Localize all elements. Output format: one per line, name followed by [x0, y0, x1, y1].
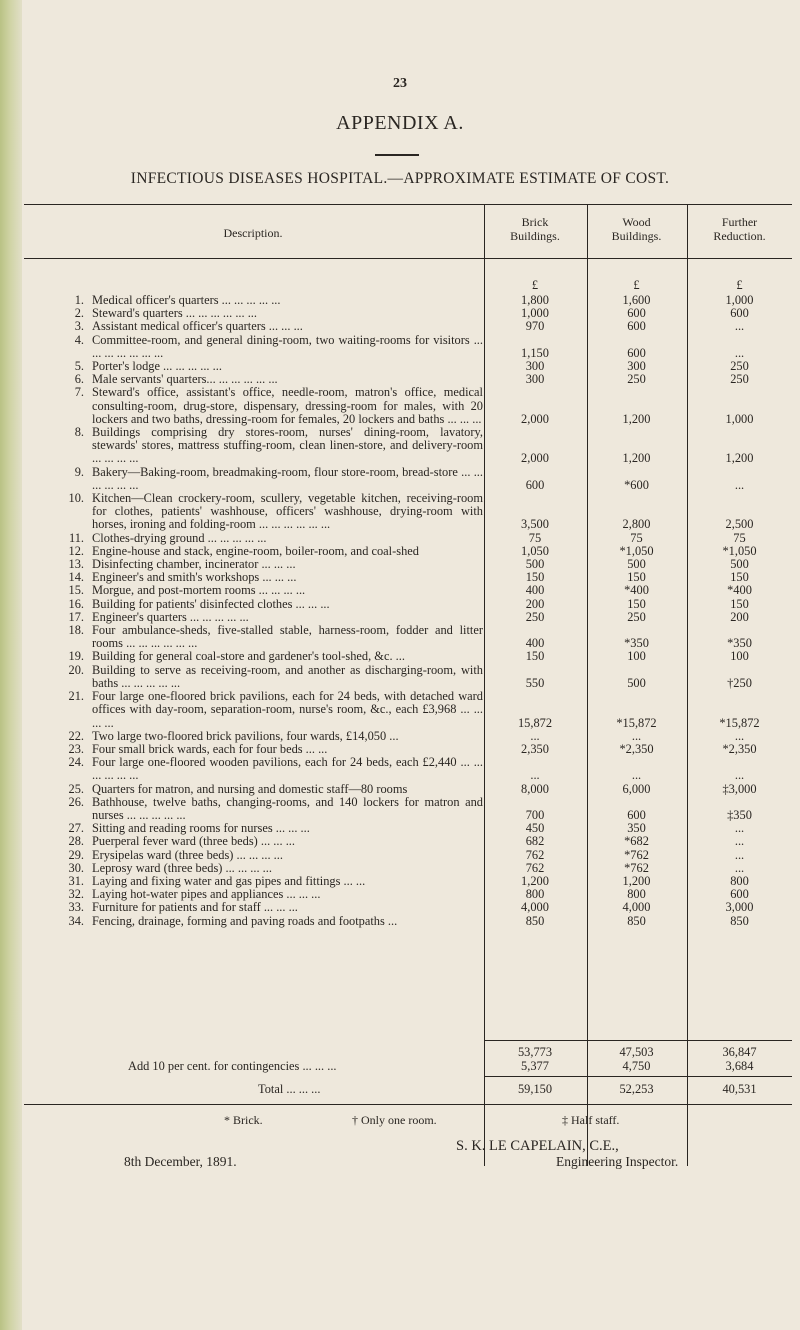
item-number: 15. — [68, 583, 84, 598]
wood-cost: 100 — [627, 649, 646, 664]
brick-total: 59,150 — [517, 1082, 553, 1096]
brick-cost: 1,000 — [521, 306, 549, 321]
brick-header-line: Buildings. — [510, 229, 560, 243]
reduction-cost: ... — [734, 821, 745, 836]
brick-cost: 75 — [528, 530, 542, 545]
table-row — [0, 664, 800, 690]
table-row — [0, 783, 800, 796]
item-number: 16. — [68, 596, 84, 611]
wood-header-line: Wood — [622, 215, 651, 229]
item-description: Four large one-floored wooden pavilions, each for 24 beds, each £2,440 ... ... ... ... ... ... — [92, 755, 483, 783]
item-number: 11. — [68, 530, 84, 545]
brick-cost: 2,350 — [521, 741, 549, 756]
brick-cost: 762 — [525, 847, 545, 862]
brick-cost: 400 — [525, 636, 545, 651]
brick-cost: 682 — [525, 834, 545, 849]
brick-cost: 1,800 — [521, 293, 549, 307]
item-description: Four ambulance-sheds, five-stalled stable, harness-room, fodder and litter rooms ... ... ... ... ... ... — [92, 623, 483, 651]
description-column-header: Description. — [223, 226, 283, 240]
reduction-cost: *2,350 — [722, 741, 757, 756]
wood-cost: 1,600 — [622, 293, 651, 307]
item-description: Steward's quarters ... ... ... ... ... ... — [92, 306, 258, 321]
reduction-cost: 600 — [730, 306, 749, 321]
item-number: 8. — [74, 425, 84, 440]
brick-cost: 762 — [525, 860, 545, 875]
brick-header-line: Brick — [521, 215, 549, 229]
item-description: Committee-room, and general dining-room, two waiting-rooms for visitors ... ... ... ... ... ... ... — [92, 332, 483, 360]
reduction-cost: 3,000 — [725, 900, 754, 915]
brick-cost: 2,000 — [521, 411, 549, 426]
item-number: 27. — [68, 821, 84, 836]
table-top-rule — [24, 204, 792, 205]
item-number: 23. — [68, 741, 84, 756]
item-number: 21. — [68, 689, 84, 704]
reduction-cost: ... — [734, 834, 745, 849]
item-description: Two large two-floored brick pavilions, four wards, £14,050 ... — [92, 728, 399, 743]
table-row — [0, 426, 800, 466]
appendix-heading: APPENDIX A. — [336, 112, 464, 134]
reduction-header-line: Reduction. — [713, 229, 766, 243]
reduction-header-line: Further — [721, 215, 758, 229]
item-number: 29. — [68, 847, 84, 862]
item-number: 1. — [74, 293, 84, 307]
signature-name: S. K. LE CAPELAIN, C.E., — [456, 1138, 619, 1154]
table-row — [0, 650, 800, 663]
reduction-cost: ... — [734, 319, 745, 334]
wood-cost: 800 — [627, 887, 646, 902]
item-description: Porter's lodge ... ... ... ... ... — [92, 359, 222, 374]
item-description: Four large one-floored brick pavilions, each for 24 beds, with detached ward offices with day-room, separation-room, nurse's room, &c., each £3,968 ... ... ... ... — [92, 689, 483, 730]
wood-cost: 600 — [627, 319, 646, 334]
table-row — [0, 320, 800, 333]
wood-total: 52,253 — [619, 1082, 654, 1096]
reduction-cost: 250 — [730, 372, 749, 387]
wood-cost: *400 — [624, 583, 649, 598]
table-row — [0, 849, 800, 862]
item-number: 4. — [74, 332, 84, 347]
brick-contingencies: 5,377 — [521, 1059, 549, 1073]
reduction-cost: 800 — [730, 873, 749, 888]
reduction-currency: £ — [736, 278, 743, 292]
item-description: Building for patients' disinfected clothes ... ... ... — [92, 596, 330, 611]
table-row — [0, 915, 800, 928]
table-row — [0, 624, 800, 650]
estimate-title: INFECTIOUS DISEASES HOSPITAL.—APPROXIMATE ESTIMATE OF COST. — [130, 170, 670, 187]
item-description: Medical officer's quarters ... ... ... ... ... — [92, 293, 281, 307]
wood-header-line: Buildings. — [611, 229, 662, 243]
reduction-cost: ... — [734, 847, 745, 862]
reduction-cost: 250 — [730, 359, 749, 374]
wood-cost: 1,200 — [622, 451, 651, 466]
item-number: 17. — [68, 609, 84, 624]
item-number: 19. — [68, 649, 84, 664]
reduction-cost: 200 — [730, 609, 749, 624]
wood-cost: ... — [631, 768, 642, 783]
brick-cost: 2,000 — [521, 451, 549, 466]
reduction-cost: 150 — [730, 596, 749, 611]
reduction-cost: 100 — [730, 649, 749, 664]
wood-currency: £ — [633, 278, 640, 292]
item-number: 2. — [74, 306, 84, 321]
reduction-cost: ... — [734, 728, 745, 743]
brick-cost: ... — [530, 728, 540, 743]
item-description: Engine-house and stack, engine-room, boiler-room, and coal-shed — [92, 543, 419, 558]
reduction-cost: ... — [734, 768, 745, 783]
wood-cost: *1,050 — [619, 543, 654, 558]
item-description: Buildings comprising dry stores-room, nurses' dining-room, lavatory, stewards' stores, mattress stuffing-room, clean linen-store, and delivery-room ... ... ... ... — [92, 425, 483, 466]
wood-cost: 150 — [627, 596, 646, 611]
reduction-cost: 850 — [730, 913, 749, 928]
table-row — [0, 690, 800, 730]
reduction-cost: 1,200 — [725, 451, 754, 466]
reduction-cost: *1,050 — [722, 543, 757, 558]
reduction-cost: †250 — [727, 675, 752, 690]
wood-cost: 2,800 — [622, 517, 651, 532]
brick-cost: 1,150 — [521, 345, 549, 360]
wood-cost: 600 — [627, 807, 646, 822]
wood-cost: 250 — [627, 372, 646, 387]
reduction-cost: ‡3,000 — [722, 781, 757, 796]
item-description: Sitting and reading rooms for nurses ... ... ... — [92, 821, 310, 836]
reduction-cost: *15,872 — [719, 715, 760, 730]
wood-cost: 300 — [627, 359, 646, 374]
item-description: Erysipelas ward (three beds) ... ... ... ... — [92, 847, 283, 862]
item-number: 6. — [74, 372, 84, 387]
table-row — [0, 466, 800, 492]
reduction-cost: ... — [734, 860, 745, 875]
brick-cost: 15,872 — [517, 715, 553, 730]
item-number: 34. — [68, 913, 84, 928]
item-description: Furniture for patients and for staff ... ... ... — [92, 900, 298, 915]
item-number: 33. — [68, 900, 84, 915]
table-row — [0, 334, 800, 360]
reduction-total: 40,531 — [722, 1082, 757, 1096]
brick-cost: 550 — [525, 675, 545, 690]
footnote-room: † Only one room. — [352, 1113, 437, 1127]
contingencies-label: Add 10 per cent. for contingencies ... ... ... — [128, 1059, 337, 1073]
reduction-column-header — [687, 215, 792, 243]
item-number: 18. — [68, 623, 84, 638]
item-description: Assistant medical officer's quarters ... ... ... — [92, 319, 303, 334]
item-description: Bathhouse, twelve baths, changing-rooms, and 140 lockers for matron and nurses ... ... ... ... ... — [92, 794, 483, 822]
brick-cost: 300 — [525, 372, 545, 387]
brick-cost: 4,000 — [521, 900, 549, 915]
brick-cost: 8,000 — [521, 781, 549, 796]
brick-cost: 3,500 — [521, 517, 549, 532]
reduction-cost: *400 — [727, 583, 752, 598]
wood-cost: 1,200 — [622, 873, 651, 888]
wood-cost: 600 — [627, 306, 646, 321]
total-label: Total ... ... ... — [258, 1082, 321, 1096]
table-header-rule — [24, 258, 792, 259]
reduction-cost: 1,000 — [725, 411, 754, 426]
brick-cost: ... — [530, 768, 540, 783]
wood-cost: 500 — [627, 675, 646, 690]
brick-cost: 150 — [525, 570, 545, 585]
item-number: 30. — [68, 860, 84, 875]
item-description: Leprosy ward (three beds) ... ... ... ... — [92, 860, 272, 875]
brick-cost: 700 — [525, 807, 545, 822]
item-number: 5. — [74, 359, 84, 374]
subtotal-rule — [484, 1040, 792, 1041]
wood-cost: 500 — [627, 557, 646, 572]
table-row — [0, 386, 800, 426]
footnote-staff: ‡ Half staff. — [562, 1113, 620, 1127]
item-description: Fencing, drainage, forming and paving roads and footpaths ... — [92, 913, 398, 928]
brick-cost: 1,200 — [521, 873, 549, 888]
reduction-cost: ‡350 — [727, 807, 752, 822]
item-number: 24. — [68, 755, 84, 770]
item-number: 14. — [68, 570, 84, 585]
item-description: Disinfecting chamber, incinerator ... ... ... — [92, 557, 296, 572]
wood-cost: *682 — [624, 834, 649, 849]
estimate-table — [0, 268, 800, 928]
table-row — [0, 756, 800, 782]
item-rows — [0, 294, 800, 928]
signature-title: Engineering Inspector. — [556, 1154, 679, 1169]
currency-row — [0, 278, 800, 294]
item-number: 25. — [68, 781, 84, 796]
wood-subtotal: 47,503 — [619, 1045, 654, 1059]
reduction-cost: ... — [734, 477, 745, 492]
item-number: 13. — [68, 557, 84, 572]
heading-rule — [375, 154, 419, 156]
item-number: 10. — [68, 491, 84, 506]
wood-cost: 4,000 — [622, 900, 651, 915]
wood-cost: ... — [631, 728, 642, 743]
item-number: 3. — [74, 319, 84, 334]
brick-cost: 300 — [525, 359, 545, 374]
wood-cost: 250 — [627, 609, 646, 624]
item-number: 32. — [68, 887, 84, 902]
item-number: 26. — [68, 794, 84, 809]
brick-column-header — [484, 215, 586, 243]
item-number: 28. — [68, 834, 84, 849]
item-description: Steward's office, assistant's office, needle-room, matron's office, medical consulting-room, drug-store, dispensary, dressing-room for males, with 20 lockers and two baths, dressing-room for females, 20 lockers and baths ... ... ... — [92, 385, 483, 426]
wood-cost: *600 — [624, 477, 649, 492]
reduction-cost: 150 — [730, 570, 749, 585]
wood-cost: 350 — [627, 821, 646, 836]
brick-currency: £ — [531, 278, 539, 292]
item-description: Engineer's quarters ... ... ... ... ... — [92, 609, 249, 624]
item-description: Engineer's and smith's workshops ... ... ... — [92, 570, 297, 585]
wood-cost: *2,350 — [619, 741, 654, 756]
brick-cost: 1,050 — [521, 543, 549, 558]
table-row — [0, 901, 800, 914]
signature-date: 8th December, 1891. — [124, 1154, 237, 1169]
wood-cost: 600 — [627, 345, 646, 360]
reduction-cost: 600 — [730, 887, 749, 902]
table-row — [0, 492, 800, 532]
item-number: 20. — [68, 662, 84, 677]
wood-cost: *762 — [624, 860, 649, 875]
wood-cost: *762 — [624, 847, 649, 862]
reduction-subtotal: 36,847 — [722, 1045, 757, 1059]
wood-cost: 75 — [630, 530, 643, 545]
reduction-cost: *350 — [727, 636, 752, 651]
brick-cost: 450 — [525, 821, 545, 836]
brick-cost: 250 — [525, 609, 545, 624]
item-description: Male servants' quarters... ... ... ... ... ... — [92, 372, 278, 387]
reduction-cost: ... — [734, 345, 745, 360]
item-description: Laying and fixing water and gas pipes and fittings ... ... — [92, 873, 366, 888]
brick-cost: 800 — [525, 887, 545, 902]
wood-cost: *350 — [624, 636, 649, 651]
wood-contingencies: 4,750 — [622, 1059, 651, 1073]
item-description: Building to serve as receiving-room, and another as discharging-room, with baths ... ... ... ... ... — [92, 662, 483, 690]
item-description: Puerperal fever ward (three beds) ... ... ... — [92, 834, 295, 849]
reduction-cost: 2,500 — [725, 517, 754, 532]
wood-column-header — [587, 215, 686, 243]
wood-cost: *15,872 — [616, 715, 657, 730]
item-description: Morgue, and post-mortem rooms ... ... ... ... — [92, 583, 306, 598]
item-description: Quarters for matron, and nursing and domestic staff—80 rooms — [92, 781, 408, 796]
brick-cost: 500 — [525, 557, 545, 572]
reduction-contingencies: 3,684 — [725, 1059, 754, 1073]
brick-cost: 150 — [525, 649, 545, 664]
brick-cost: 200 — [525, 596, 545, 611]
item-number: 7. — [74, 385, 84, 400]
page-number: 23 — [393, 76, 407, 91]
brick-subtotal: 53,773 — [517, 1045, 553, 1059]
wood-cost: 150 — [627, 570, 646, 585]
item-description: Four small brick wards, each for four beds ... ... — [92, 741, 328, 756]
brick-cost: 850 — [525, 913, 545, 928]
wood-cost: 850 — [627, 913, 646, 928]
item-description: Kitchen—Clean crockery-room, scullery, vegetable kitchen, receiving-room for clothes, patients' washhouse, officers' washhouse, drying-room with horses, ironing and folding-room ... ... ... ... ... ... — [92, 491, 483, 532]
table-row — [0, 584, 800, 597]
reduction-cost: 500 — [730, 557, 749, 572]
brick-cost: 970 — [525, 319, 545, 334]
item-number: 12. — [68, 543, 84, 558]
footnote-brick: * Brick. — [224, 1113, 263, 1127]
table-row — [0, 796, 800, 822]
reduction-cost: 75 — [733, 530, 746, 545]
wood-cost: 1,200 — [622, 411, 651, 426]
table-row — [0, 598, 800, 611]
item-number: 9. — [74, 464, 84, 479]
item-description: Clothes-drying ground ... ... ... ... ... — [92, 530, 267, 545]
table-row — [0, 862, 800, 875]
brick-cost: 600 — [525, 477, 545, 492]
table-row — [0, 835, 800, 848]
wood-cost: 6,000 — [622, 781, 651, 796]
reduction-cost: 1,000 — [725, 293, 754, 307]
table-bottom-rule — [24, 1104, 792, 1105]
table-row — [0, 532, 800, 545]
item-number: 22. — [68, 728, 84, 743]
brick-cost: 400 — [525, 583, 545, 598]
total-rule — [484, 1076, 792, 1077]
table-row — [0, 730, 800, 743]
item-number: 31. — [68, 873, 84, 888]
item-description: Bakery—Baking-room, breadmaking-room, flour store-room, bread-store ... ... ... ... ... ... — [92, 464, 483, 492]
item-description: Building for general coal-store and gardener's tool-shed, &c. ... — [92, 649, 405, 664]
item-description: Laying hot-water pipes and appliances ... ... ... — [92, 887, 321, 902]
